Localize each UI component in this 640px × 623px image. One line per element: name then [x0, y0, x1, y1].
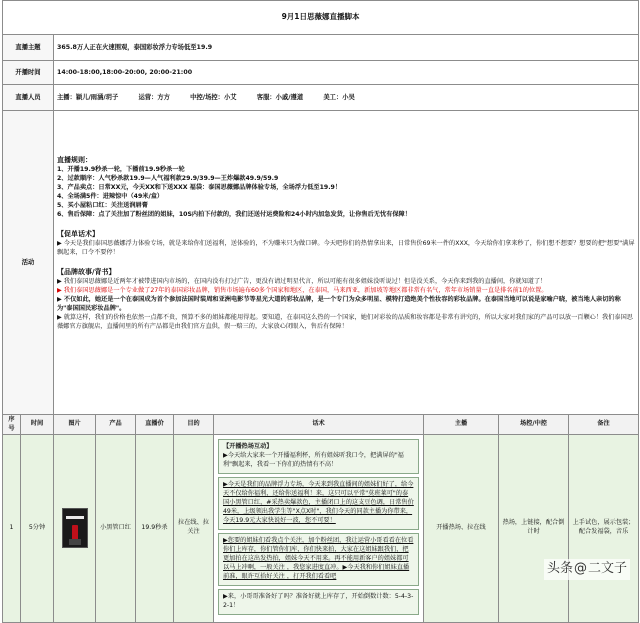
page-title: 9月1日思薇娜直播脚本 [3, 1, 639, 35]
col-header-control: 场控/中控 [499, 415, 569, 435]
script-paragraph: ▶今天是我们的品牌浮力专场，今天来到我直播间的姐妹们好了，给今天不仅给你福利，还给你送福利！来，这只可以平常"莫班莱可"的泰国小黑管口红，#采热卖爆款色，主播闭口上的这支豆色调，日常售价49米，上级领出我学生等"X点X时"，我们今天的同款主播为你带来，今天19.9元大家快说好一波，您不可要！ [223, 480, 414, 524]
row-purpose: 拉在线、拉关注 [174, 435, 214, 623]
story-line: ▶ 就算这样，我们的价格也依然一点都不贵，预算不多的姐妹都能用得起。要知道，在泰国这么热的一个国家，她们对彩妆的品质和妆容都是非常有讲究的，所以大家对我们家的产品可以放一百颗心！我们泰国思薇娜官方旗舰店，直播间里的所有产品都是由我们官方直供，假一赔三的，大家放心闭眼入，售后有保障！ [57, 314, 633, 331]
table-row [3, 435, 639, 623]
watermark-at: @ [573, 561, 587, 577]
script-paragraph: ▶今天给大家来一个开播福利杯，所有姐妹听我口令，把满屏的"福利"飘起来，我看一下你们的热情有不高！ [223, 451, 404, 468]
theme-value: 365.8万人正在火速围观，泰国彩妆浮力专场低至19.9 [54, 35, 639, 61]
staff-control: 中控/场控：小艾 [190, 93, 237, 101]
row-time: 5分钟 [21, 435, 54, 623]
row-product: 小黑管口红 [96, 435, 136, 623]
rule-item: 4、全场满5件：进辣惊中（49米/盒） [57, 193, 164, 201]
col-header-script: 话术 [214, 415, 424, 435]
staff-service: 客服：小戚/遵道 [256, 93, 304, 101]
row-control: 热场，上链接，配合倒计时 [499, 435, 569, 623]
col-header-anchor: 主播 [424, 415, 499, 435]
script-box [218, 477, 419, 530]
story-line: ▶ 我们泰国思薇娜是一个专业做了27年的泰国彩妆品牌，销售市场遍布60多个国家和地区，在泰国，马来西亚，新加坡等地区都非常有名气，常年市场销量一直是排名前1的位置。 [57, 287, 548, 295]
activity-label: 活动 [3, 111, 54, 415]
table-header-row [3, 415, 639, 435]
col-header-price: 直播价 [136, 415, 174, 435]
promo-heading: 【促单话术】 [57, 230, 99, 239]
watermark-account: 二文子 [587, 561, 627, 577]
staff-anchor: 主播：颖儿/雨涵/玥子 [57, 93, 119, 101]
rules-heading: 直播规则： [57, 156, 92, 164]
script-box [218, 589, 419, 615]
staff-label: 直播人员 [3, 85, 54, 111]
row-script [214, 435, 424, 623]
time-label: 开播时间 [3, 61, 54, 85]
rule-item: 2、过款顺序：人气秒杀款19.9—人气福利款29.9/39.9—王炸爆款49.9/59.9 [57, 175, 279, 183]
col-header-index: 序号 [3, 415, 21, 435]
row-price: 19.9秒杀 [136, 435, 174, 623]
theme-label: 直播主题 [3, 35, 54, 61]
col-header-purpose: 目的 [174, 415, 214, 435]
rule-item: 1、开播19.9秒杀一轮，下播前19.9秒杀一轮 [57, 166, 185, 174]
row-note: 上手试色，展示包装；配合发福袋，音乐 [569, 435, 639, 623]
activity-rules [54, 111, 639, 415]
staff-ops: 运营：方方 [138, 93, 170, 101]
staff-design: 美工：小吴 [323, 93, 355, 101]
script-heading: 【开播热场互动】 [223, 443, 273, 450]
col-header-time: 时间 [21, 415, 54, 435]
watermark-platform: 头条 [546, 561, 573, 577]
livestream-script-table [2, 0, 639, 623]
rule-item: 3、产品卖点：日常XX元，今天XX和下送XXX 福袋：泰国思薇娜品牌体验专场，全场浮力低至19.9！ [57, 184, 342, 192]
script-paragraph: ▶您要的姐妹们看我点个关注，加个粉丝团，我让运营小哥看看在位看你们上库存，你们管你们库，你们快来拍，大家在这姐妹跟我们，把更加拍在这出发热拍，姐妹今天不用来。再不能用新客户的姐妹都可以马上冲啊，一般关注 ，我您家进度直冲。▶今天我和你们姐妹直播前准，眼许互拾好关注 ，打开我们看看吧 [223, 536, 414, 580]
story-line: ▶ 不仅如此，她还是一个在泰国成为首个参加法国时装周和亚洲电影节等星光大道的彩妆品牌，是一个专门为众多明星、模特打造绝美个性妆容的彩妆品牌。在泰国当地可以说是家喻户晓，被当地人亲切的称为"泰国国民彩妆品牌"。 [57, 296, 621, 313]
lipstick-product-thumbnail-icon [62, 508, 88, 548]
rule-item: 5、买小屋粘口红：关注送润唇膏 [57, 202, 148, 210]
watermark [544, 559, 630, 580]
story-heading: 【品牌故事/背书】 [57, 268, 116, 277]
row-anchor: 开播热场、拉在线 [424, 435, 499, 623]
script-paragraph: ▶来，小哥哥准备好了吗？准备好就上库存了，开始倒数计数：5-4-3-2-1！ [223, 592, 414, 609]
promo-text: ▶ 今天是我们泰国思薇娜浮力体验专场，就是来给你们送福利，送体验的，不为赚米只为做口碑。今天吧你们的热情拿出来，日常售价69米一件的XXX，今天给你们拿来秒了，你们想不想要？想要的把"想要"满屏飘起来，口令不要停！ [57, 240, 635, 257]
staff-list [54, 85, 639, 111]
story-line: ▶ 我们泰国思薇娜是近两年才被带进国内市场的，在国内没有打过广告，更没有请过明星代言，所以可能有很多姐妹没听说过！但是没关系，今天你来到我的直播间，你就知道了！ [57, 278, 547, 286]
col-header-image: 图片 [54, 415, 96, 435]
rule-item: 6、售后保障：点了关注加了粉丝团的姐妹，10S内拍下付款的，我们还送付运费险和24小时内加急发货，让你售后无忧有保障！ [57, 211, 411, 219]
script-box [218, 439, 419, 474]
row-image [54, 435, 96, 623]
row-index: 1 [3, 435, 21, 623]
script-box [218, 533, 419, 586]
col-header-note: 备注 [569, 415, 639, 435]
time-value: 14:00-18:00,18:00-20:00, 20:00-21:00 [54, 61, 639, 85]
col-header-product: 产品 [96, 415, 136, 435]
